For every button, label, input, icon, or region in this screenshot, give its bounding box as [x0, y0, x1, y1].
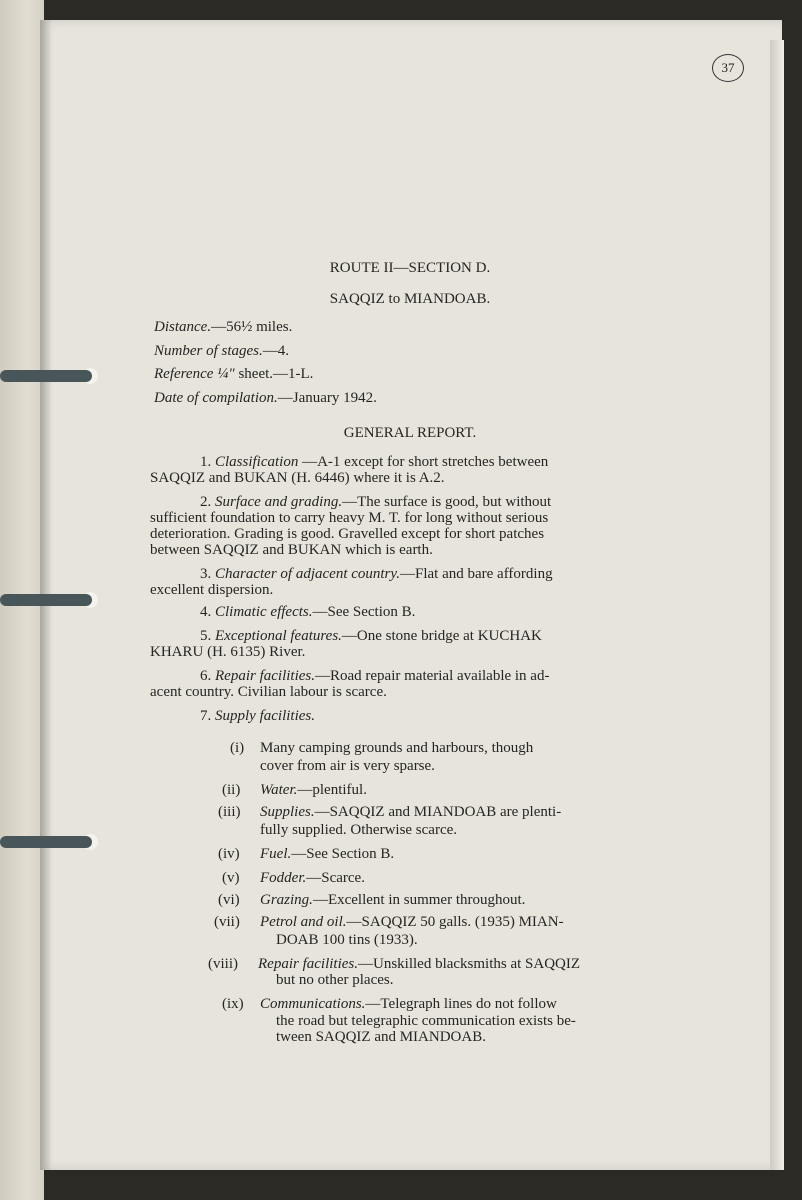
subitem-text: Grazing.—Excellent in summer throughout.: [260, 892, 526, 908]
subitem-cont: the road but telegraphic communication exists be-: [276, 1013, 576, 1029]
subitem-num: (iii): [218, 804, 241, 820]
subitem-cont: fully supplied. Otherwise scarce.: [260, 822, 458, 838]
general-report-heading: GENERAL REPORT.: [343, 425, 477, 441]
subitem-num: (vi): [218, 892, 240, 908]
report-item-cont: SAQQIZ and BUKAN (H. 6446) where it is A.2.: [150, 470, 445, 486]
subitem-text: Petrol and oil.—SAQQIZ 50 galls. (1935) MIAN-: [260, 914, 564, 930]
subitem-cont: DOAB 100 tins (1933).: [276, 932, 418, 948]
binding-string: [0, 594, 92, 606]
report-item-cont: deterioration. Grading is good. Gravelled except for short patches: [150, 526, 545, 542]
subitem-text: Supplies.—SAQQIZ and MIANDOAB are plenti-: [260, 804, 562, 820]
subitem-text: Many camping grounds and harbours, though: [260, 740, 534, 756]
report-item: 6. Repair facilities.—Road repair material available in ad-: [200, 668, 550, 684]
report-item-cont: sufficient foundation to carry heavy M. T. for long without serious: [150, 510, 549, 526]
folio-number: 37: [712, 54, 744, 82]
page-stack-edge: [770, 40, 784, 1170]
route-title: SAQQIZ to MIANDOAB.: [329, 291, 491, 307]
route-heading: ROUTE II—SECTION D.: [329, 260, 491, 276]
subitem-text: Water.—plentiful.: [260, 782, 367, 798]
subitem-text: Fodder.—Scarce.: [260, 870, 365, 886]
subitem-cont: but no other places.: [276, 972, 394, 988]
report-item: 1. Classification —A-1 except for short stretches between: [200, 454, 549, 470]
meta-distance: Distance.—56½ miles.: [154, 319, 293, 335]
meta-reference: Reference ¼" sheet.—1-L.: [154, 366, 314, 382]
subitem-num: (v): [222, 870, 240, 886]
meta-stages: Number of stages.—4.: [154, 343, 289, 359]
report-item: 4. Climatic effects.—See Section B.: [200, 604, 416, 620]
subitem-num: (vii): [214, 914, 240, 930]
subitem-num: (viii): [208, 956, 238, 972]
subitem-text: Fuel.—See Section B.: [260, 846, 395, 862]
binding-string: [0, 836, 92, 848]
report-item-cont: excellent dispersion.: [150, 582, 274, 598]
subitem-text: Repair facilities.—Unskilled blacksmiths at SAQQIZ: [258, 956, 581, 972]
subitem-num: (i): [230, 740, 245, 756]
subitem-num: (iv): [218, 846, 240, 862]
subitem-num: (ii): [222, 782, 241, 798]
report-item-cont: between SAQQIZ and BUKAN which is earth.: [150, 542, 433, 558]
subitem-cont: cover from air is very sparse.: [260, 758, 435, 774]
subitem-text: Communications.—Telegraph lines do not follow: [260, 996, 557, 1012]
subitem-num: (ix): [222, 996, 244, 1012]
report-item: 5. Exceptional features.—One stone bridge at KUCHAK: [200, 628, 542, 644]
report-item-cont: acent country. Civilian labour is scarce.: [150, 684, 387, 700]
meta-date: Date of compilation.—January 1942.: [154, 390, 377, 406]
subitem-cont: tween SAQQIZ and MIANDOAB.: [276, 1029, 486, 1045]
report-item: 7. Supply facilities.: [200, 708, 315, 724]
report-item: 2. Surface and grading.—The surface is good, but without: [200, 494, 552, 510]
report-item-cont: KHARU (H. 6135) River.: [150, 644, 306, 660]
report-item: 3. Character of adjacent country.—Flat and bare affording: [200, 566, 553, 582]
binding-string: [0, 370, 92, 382]
